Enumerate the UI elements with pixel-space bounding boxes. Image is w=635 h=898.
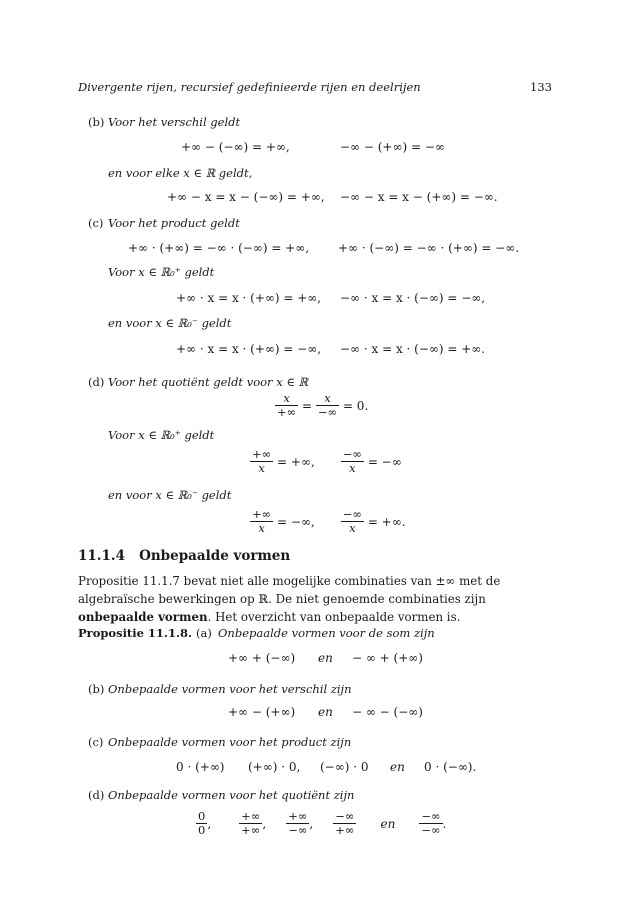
numerator: +∞ bbox=[288, 809, 308, 823]
denominator: x bbox=[341, 521, 364, 535]
denominator: +∞ bbox=[277, 405, 297, 419]
item-b-eq1a: +∞ − (−∞) = +∞, bbox=[181, 140, 290, 154]
prop-c-label: (c) bbox=[88, 735, 104, 749]
punct: , bbox=[309, 816, 314, 831]
item-c-eq2a: +∞ · x = x · (+∞) = +∞, bbox=[176, 291, 322, 305]
running-header: Divergente rijen, recursief gedefinieerde rijen en deelrijen bbox=[78, 80, 421, 94]
fraction bbox=[419, 810, 442, 837]
item-d-label: (d) bbox=[88, 375, 105, 389]
result: = +∞. bbox=[364, 514, 406, 529]
fraction bbox=[239, 810, 262, 837]
item-d-cond1: Voor x ∈ ℝ₀⁺ geldt bbox=[108, 428, 215, 442]
section-heading bbox=[78, 548, 290, 564]
item-c-eq1a: +∞ · (+∞) = −∞ · (−∞) = +∞, bbox=[128, 241, 310, 255]
item-c-intro: Voor het product geldt bbox=[108, 216, 240, 230]
prop-b-eq2: − ∞ − (−∞) bbox=[352, 705, 423, 719]
prop-d-label: (d) bbox=[88, 788, 105, 802]
prop-a-eq2: − ∞ + (+∞) bbox=[352, 651, 423, 665]
numerator: x bbox=[283, 391, 290, 405]
result: = 0. bbox=[339, 398, 369, 413]
paragraph-bold-term: onbepaalde vormen bbox=[78, 610, 208, 624]
prop-d-text: Onbepaalde vormen voor het quotiënt zijn bbox=[108, 788, 355, 802]
result: = −∞, bbox=[273, 514, 315, 529]
item-d-quotient-3 bbox=[250, 508, 406, 535]
punct: . bbox=[442, 816, 447, 831]
section-title: Onbepaalde vormen bbox=[139, 548, 291, 564]
denominator: x bbox=[250, 461, 273, 475]
result: = +∞, bbox=[273, 454, 315, 469]
punct: , bbox=[207, 816, 212, 831]
punct: , bbox=[262, 816, 267, 831]
item-c-eq2b: −∞ · x = x · (−∞) = −∞, bbox=[340, 291, 486, 305]
denominator: x bbox=[250, 521, 273, 535]
numerator: +∞ bbox=[252, 447, 272, 461]
prop-c-eq4: 0 · (−∞). bbox=[424, 760, 477, 774]
numerator: +∞ bbox=[241, 809, 261, 823]
item-c-eq3a: +∞ · x = x · (+∞) = −∞, bbox=[176, 342, 322, 356]
denominator: −∞ bbox=[421, 823, 441, 837]
item-b-eq2b: −∞ − x = x − (+∞) = −∞. bbox=[340, 190, 498, 204]
page-number: 133 bbox=[530, 80, 552, 94]
fraction bbox=[333, 810, 356, 837]
item-d-quotient-1 bbox=[275, 392, 368, 419]
prop-c-text: Onbepaalde vormen voor het product zijn bbox=[108, 735, 352, 749]
prop-a-label: (a) bbox=[196, 626, 212, 640]
prop-b-en: en bbox=[318, 705, 333, 719]
numerator: −∞ bbox=[342, 507, 362, 521]
prop-a-en: en bbox=[318, 651, 333, 665]
item-b-intro: Voor het verschil geldt bbox=[108, 115, 241, 129]
equals: = bbox=[298, 398, 316, 413]
item-c-cond1: Voor x ∈ ℝ₀⁺ geldt bbox=[108, 265, 215, 279]
denominator: +∞ bbox=[335, 823, 355, 837]
paragraph-text: Propositie 11.1.7 bevat niet alle mogelijke combinaties van ±∞ met de algebraïsche bewerkingen op ℝ. De niet genoemde combinaties zijn bbox=[78, 574, 501, 606]
prop-b-text: Onbepaalde vormen voor het verschil zijn bbox=[108, 682, 352, 696]
fraction bbox=[286, 810, 309, 837]
fraction bbox=[196, 810, 207, 837]
fraction bbox=[250, 508, 273, 535]
fraction bbox=[341, 508, 364, 535]
prop-c-eq1: 0 · (+∞) bbox=[176, 760, 225, 774]
fraction bbox=[316, 392, 339, 419]
result: = −∞ bbox=[364, 454, 402, 469]
numerator: −∞ bbox=[335, 809, 355, 823]
item-c-eq1b: +∞ · (−∞) = −∞ · (+∞) = −∞. bbox=[338, 241, 520, 255]
prop-b-eq1: +∞ − (+∞) bbox=[228, 705, 296, 719]
denominator: −∞ bbox=[288, 823, 308, 837]
item-b-cond: en voor elke x ∈ ℝ geldt, bbox=[108, 166, 253, 180]
prop-d-quotients bbox=[196, 810, 446, 837]
item-d-quotient-2 bbox=[250, 448, 402, 475]
numerator: −∞ bbox=[421, 809, 441, 823]
prop-c-eq3: (−∞) · 0 bbox=[320, 760, 369, 774]
numerator: 0 bbox=[198, 809, 206, 823]
prop-b-label: (b) bbox=[88, 682, 105, 696]
item-d-intro: Voor het quotiënt geldt voor x ∈ ℝ bbox=[108, 375, 309, 389]
section-number: 11.1.4 bbox=[78, 548, 125, 564]
proposition-title: Propositie 11.1.8. bbox=[78, 626, 192, 640]
item-d-cond2: en voor x ∈ ℝ₀⁻ geldt bbox=[108, 488, 232, 502]
prop-c-eq2: (+∞) · 0, bbox=[248, 760, 301, 774]
numerator: x bbox=[324, 391, 331, 405]
section-paragraph bbox=[78, 572, 548, 626]
paragraph-text-end: . Het overzicht van onbepaalde vormen is. bbox=[207, 610, 461, 624]
prop-d-en: en bbox=[380, 816, 396, 831]
item-c-eq3b: −∞ · x = x · (−∞) = +∞. bbox=[340, 342, 486, 356]
item-b-eq1b: −∞ − (+∞) = −∞ bbox=[340, 140, 445, 154]
item-b-label: (b) bbox=[88, 115, 105, 129]
item-c-label: (c) bbox=[88, 216, 104, 230]
fraction bbox=[275, 392, 298, 419]
numerator: +∞ bbox=[252, 507, 272, 521]
fraction bbox=[341, 448, 364, 475]
denominator: 0 bbox=[198, 823, 206, 837]
item-b-eq2a: +∞ − x = x − (−∞) = +∞, bbox=[167, 190, 325, 204]
numerator: −∞ bbox=[342, 447, 362, 461]
denominator: +∞ bbox=[241, 823, 261, 837]
denominator: −∞ bbox=[317, 405, 338, 419]
item-c-cond2: en voor x ∈ ℝ₀⁻ geldt bbox=[108, 316, 232, 330]
prop-c-en: en bbox=[390, 760, 405, 774]
fraction bbox=[250, 448, 273, 475]
prop-a-eq1: +∞ + (−∞) bbox=[228, 651, 296, 665]
prop-a-text: Onbepaalde vormen voor de som zijn bbox=[218, 626, 435, 640]
denominator: x bbox=[341, 461, 364, 475]
